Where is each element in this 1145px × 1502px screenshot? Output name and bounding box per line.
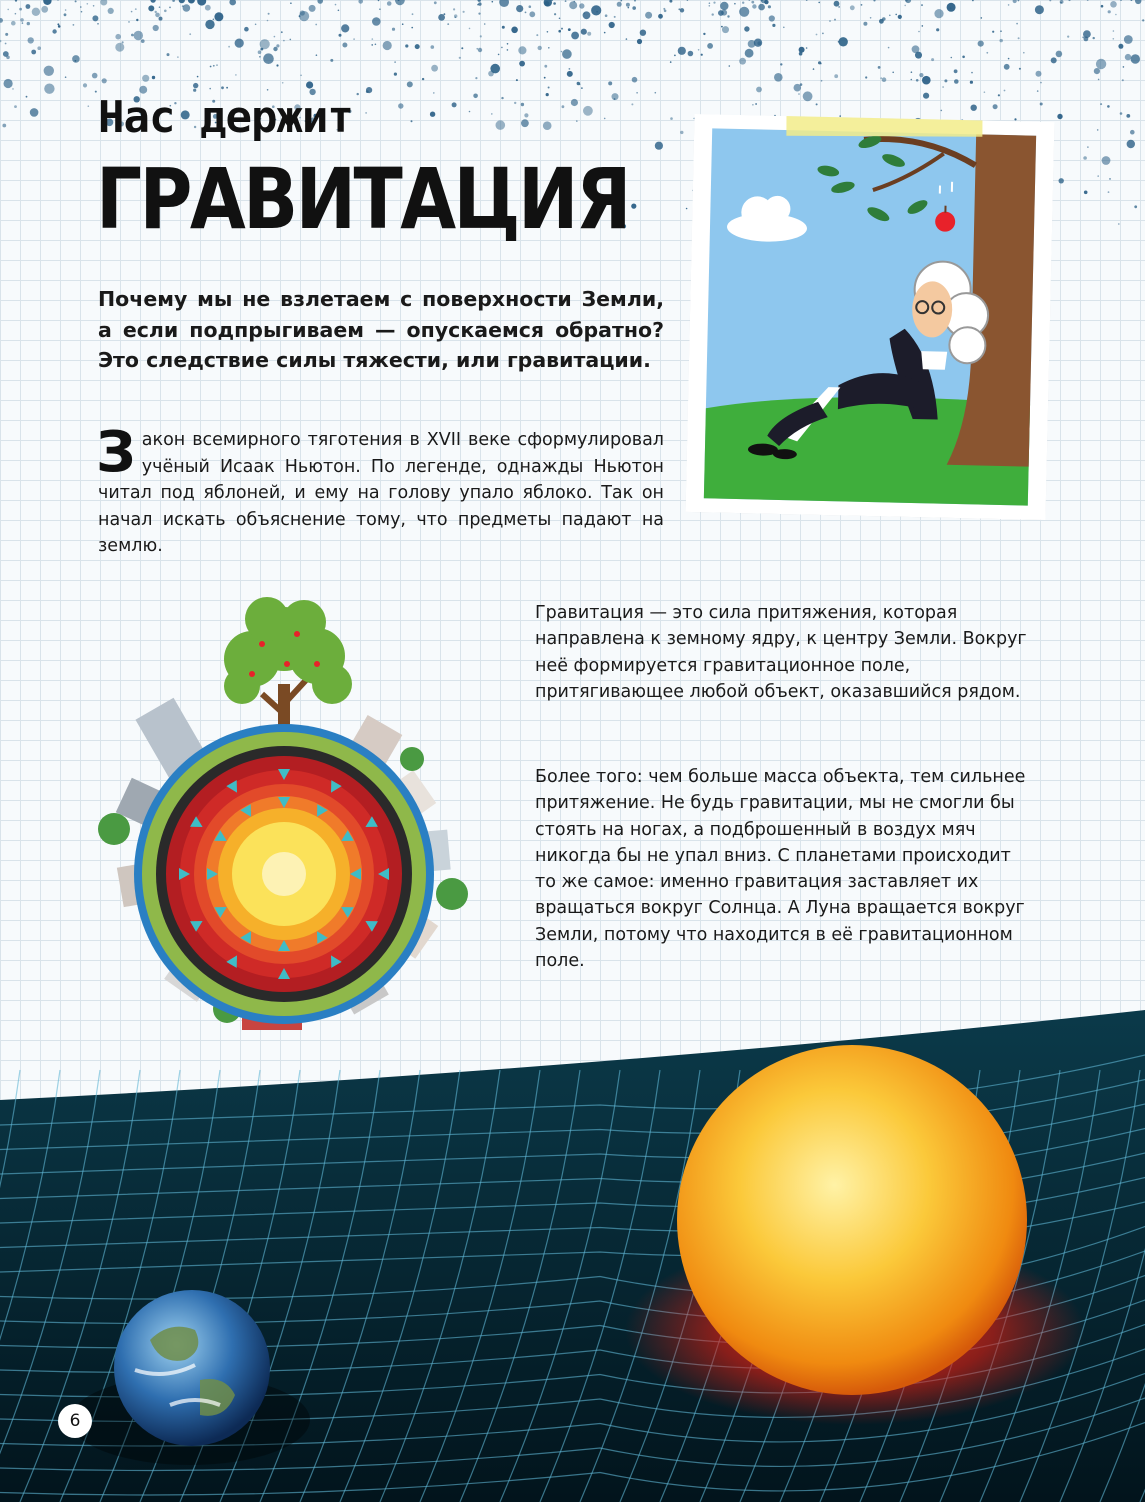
body-paragraph-2: Более того: чем больше масса объекта, тем сильнее притяжение. Не будь гравитации, мы не смогли бы стоять на ногах, а подброшенный в воздух мяч никогда бы не упал вниз. С планетами происходит то же самое: именно гравитация заставляет их вращаться вокруг Солнца. А Луна вращается вокруг Земли, потому что находится в её гравитационном поле. bbox=[535, 767, 1026, 972]
lead-paragraph: Почему мы не взлетаем с поверхности Земли, а если подпрыгиваем — опускаемся обратно? Это следствие силы тяжести, или гравитации. bbox=[98, 287, 664, 372]
intro-text: акон всемирного тяготения в XVII веке сформулировал учёный Исаак Ньютон. По легенде, однажды Ньютон читал под яблоней, и ему на голову упало яблоко. Так он начал искать объяснение тому, что предметы падают на землю. bbox=[98, 430, 664, 556]
title-small: Нас держит bbox=[98, 92, 353, 143]
spacetime-grid-illustration bbox=[0, 1010, 1145, 1502]
page-number: 6 bbox=[58, 1404, 92, 1438]
title-large: ГРАВИТАЦИЯ bbox=[96, 150, 629, 248]
dropcap-letter: З bbox=[96, 420, 136, 485]
body-paragraph-1: Гравитация — это сила притяжения, которая направлена к земному ядру, к центру Земли. Вокруг неё формируется гравитационное поле, притягивающее любой объект, оказавшийся рядом. bbox=[535, 603, 1027, 702]
newton-photo-illustration bbox=[686, 114, 1055, 520]
intro-paragraph bbox=[96, 420, 664, 560]
earth-layers-illustration bbox=[92, 594, 478, 1064]
